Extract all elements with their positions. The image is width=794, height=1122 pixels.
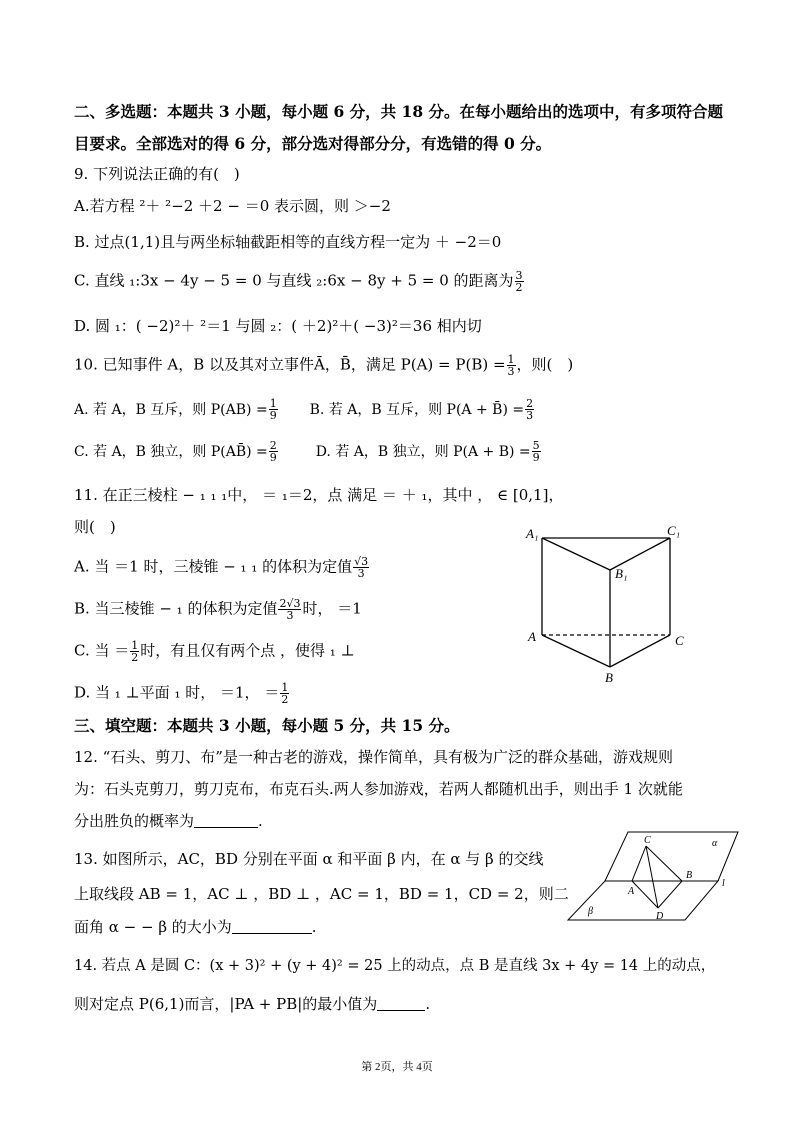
q11-option-a-text: A. 当 ＝1 时，三棱锥 − ₁ ₁ 的体积为定值 bbox=[74, 557, 353, 576]
q11-option-c-fraction bbox=[130, 640, 139, 663]
q10-options-cd bbox=[74, 440, 542, 463]
prism-figure bbox=[520, 520, 700, 685]
numerator: √3 bbox=[354, 555, 369, 568]
q10-option-d-text: D. 若 A，B 独立，则 P(A + B) = bbox=[315, 443, 531, 460]
q11-option-c bbox=[74, 640, 355, 663]
denominator: 9 bbox=[269, 451, 277, 464]
q11-option-c-end: 时，有且仅有两个点 ，使得 ₁ ⊥ bbox=[140, 641, 355, 660]
q10-option-c bbox=[74, 439, 279, 464]
q13-line3-text: 面角 α − − β 的大小为 bbox=[74, 918, 232, 936]
segment-bd bbox=[658, 881, 682, 908]
page-footer: 第 2页，共 4页 bbox=[361, 1061, 433, 1073]
q9-option-c-fraction bbox=[515, 270, 524, 293]
q9-option-d: D. 圆 ₁：( −2)²＋ ²＝1 与圆 ₂：( ＋2)²＋( −3)²＝36 相内切 bbox=[74, 317, 482, 335]
denominator: 3 bbox=[357, 567, 365, 580]
q9-option-b: B. 过点(1,1)且与两坐标轴截距相等的直线方程一定为 ＋ −2＝0 bbox=[74, 233, 502, 251]
denominator: 2 bbox=[515, 281, 523, 294]
denominator: 9 bbox=[532, 451, 540, 464]
label-d: D bbox=[656, 911, 664, 922]
q14-line2 bbox=[74, 994, 430, 1014]
q13-line3-end: . bbox=[311, 918, 317, 936]
q10-option-a-text: A. 若 A，B 互斥，则 P(AB) = bbox=[74, 401, 268, 418]
q9-option-c-text: C. 直线 ₁:3x − 4y − 5 = 0 与直线 ₂:6x − 8y + 5 = 0 的距离为 bbox=[74, 271, 514, 290]
q11-option-d-text: D. 当 ₁ ⊥平面 ₁ 时， ＝1， ＝ bbox=[74, 683, 280, 702]
label-a1: A₁ bbox=[526, 526, 539, 541]
q13-answer-blank bbox=[232, 919, 312, 934]
label-b: B bbox=[686, 870, 693, 881]
q11-stem-line2: 则( ) bbox=[74, 518, 116, 536]
q10-stem-end: ，则( ) bbox=[516, 355, 574, 374]
numerator: 1 bbox=[131, 639, 139, 652]
q11-option-a bbox=[74, 556, 370, 579]
numerator: 2√3 bbox=[279, 597, 301, 610]
q10-option-a bbox=[74, 397, 279, 422]
q11-option-b-text: B. 当三棱锥 − ₁ 的体积为定值 bbox=[74, 599, 278, 618]
label-b1: B₁ bbox=[615, 566, 628, 581]
segment-ac bbox=[632, 846, 646, 881]
q11-option-c-text: C. 当 ＝ bbox=[74, 641, 130, 660]
label-b: B bbox=[605, 670, 613, 685]
edge-a-b bbox=[542, 635, 610, 667]
q10-stem-text: 10. 已知事件 A，B 以及其对立事件Ā，B̄，满足 P(A) = P(B) = bbox=[74, 355, 506, 374]
numerator: 2 bbox=[526, 397, 534, 410]
q12-line3 bbox=[74, 811, 263, 831]
numerator: 1 bbox=[269, 397, 277, 410]
label-l: l bbox=[722, 878, 725, 889]
label-alpha: α bbox=[712, 838, 718, 849]
q12-line3-end: . bbox=[258, 812, 263, 830]
label-a: A bbox=[628, 886, 635, 897]
q11-option-b-fraction bbox=[278, 598, 301, 621]
denominator: 9 bbox=[269, 409, 277, 422]
q12-answer-blank bbox=[194, 813, 258, 828]
q14-line2-end: . bbox=[425, 995, 431, 1013]
q13-line2: 上取线段 AB = 1，AC ⊥ ，BD ⊥ ，AC = 1，BD = 1，CD = 2，则二 bbox=[74, 885, 569, 903]
q10-stem bbox=[74, 354, 573, 377]
section2-heading-line2: 目要求。全部选对的得 6 分，部分选对得部分分，有选错的得 0 分。 bbox=[74, 134, 552, 153]
edge-a1-b1 bbox=[542, 538, 610, 570]
plane-alpha bbox=[605, 832, 738, 881]
section2-heading-line1: 二、多选题：本题共 3 小题，每小题 6 分，共 18 分。在每小题给出的选项中，有多项符合题 bbox=[74, 102, 724, 121]
label-c: C bbox=[675, 633, 684, 648]
q9-option-a: A.若方程 ²＋ ²−2 ＋2 − ＝0 表示圆，则 ＞−2 bbox=[74, 197, 391, 215]
label-a: A bbox=[528, 629, 536, 644]
q10-option-d bbox=[315, 439, 542, 464]
q12-line1: 12. “石头、剪刀、布”是一种古老的游戏，操作简单，具有极为广泛的群众基础，游戏规则 bbox=[74, 748, 673, 766]
numerator: 3 bbox=[515, 269, 523, 282]
denominator: 2 bbox=[131, 651, 139, 664]
q10-option-c-fraction bbox=[269, 440, 278, 463]
q13-line3 bbox=[74, 917, 317, 937]
numerator: 2 bbox=[269, 439, 277, 452]
numerator: 1 bbox=[281, 681, 289, 694]
q9-option-c bbox=[74, 270, 525, 293]
q10-option-a-fraction bbox=[269, 398, 278, 421]
q10-option-c-text: C. 若 A，B 独立，则 P(AB̄) = bbox=[74, 443, 268, 460]
denominator: 3 bbox=[286, 609, 294, 622]
q14-line2-text: 则对定点 P(6,1)而言，|PA + PB|的最小值为 bbox=[74, 995, 378, 1013]
label-c1: C₁ bbox=[667, 523, 681, 538]
q10-options-ab bbox=[74, 398, 535, 421]
q12-line2: 为：石头克剪刀，剪刀克布，布克石头.两人参加游戏，若两人都随机出手，则出手 1 次就能 bbox=[74, 780, 683, 798]
q10-stem-fraction bbox=[507, 354, 516, 377]
q10-option-d-fraction bbox=[532, 440, 541, 463]
q11-option-b-end: 时， ＝1 bbox=[302, 599, 362, 618]
denominator: 3 bbox=[507, 365, 515, 378]
section3-heading: 三、填空题：本题共 3 小题，每小题 5 分，共 15 分。 bbox=[74, 716, 460, 735]
denominator: 2 bbox=[281, 693, 289, 706]
q13-line1: 13. 如图所示，AC，BD 分别在平面 α 和平面 β 内，在 α 与 β 的交线 bbox=[74, 850, 544, 868]
denominator: 3 bbox=[526, 409, 534, 422]
dihedral-figure bbox=[560, 828, 750, 924]
segment-ad bbox=[632, 881, 658, 908]
q11-option-d bbox=[74, 682, 290, 705]
q9-stem: 9. 下列说法正确的有( ) bbox=[74, 165, 240, 183]
q11-option-d-fraction bbox=[280, 682, 289, 705]
edge-b-c bbox=[610, 635, 670, 667]
q11-option-b bbox=[74, 598, 362, 621]
numerator: 1 bbox=[507, 353, 515, 366]
label-c: C bbox=[644, 835, 651, 846]
label-beta: β bbox=[588, 906, 593, 917]
q11-option-a-fraction bbox=[353, 556, 369, 579]
q14-answer-blank bbox=[377, 996, 425, 1011]
q11-stem-line1: 11. 在正三棱柱 − ₁ ₁ ₁中， ＝ ₁＝2，点 满足 ＝ ＋ ₁，其中 ， ∈ [0,1]， bbox=[74, 486, 564, 504]
q10-option-b bbox=[309, 397, 536, 422]
q12-line3-text: 分出胜负的概率为 bbox=[74, 812, 195, 830]
q14-line1: 14. 若点 A 是圆 C：(x + 3)² + (y + 4)² = 25 上的动点，点 B 是直线 3x + 4y = 14 上的动点， bbox=[74, 958, 716, 974]
q10-option-b-text: B. 若 A，B 互斥，则 P(A + B̄) = bbox=[309, 401, 525, 418]
q10-option-b-fraction bbox=[525, 398, 534, 421]
numerator: 5 bbox=[532, 439, 540, 452]
